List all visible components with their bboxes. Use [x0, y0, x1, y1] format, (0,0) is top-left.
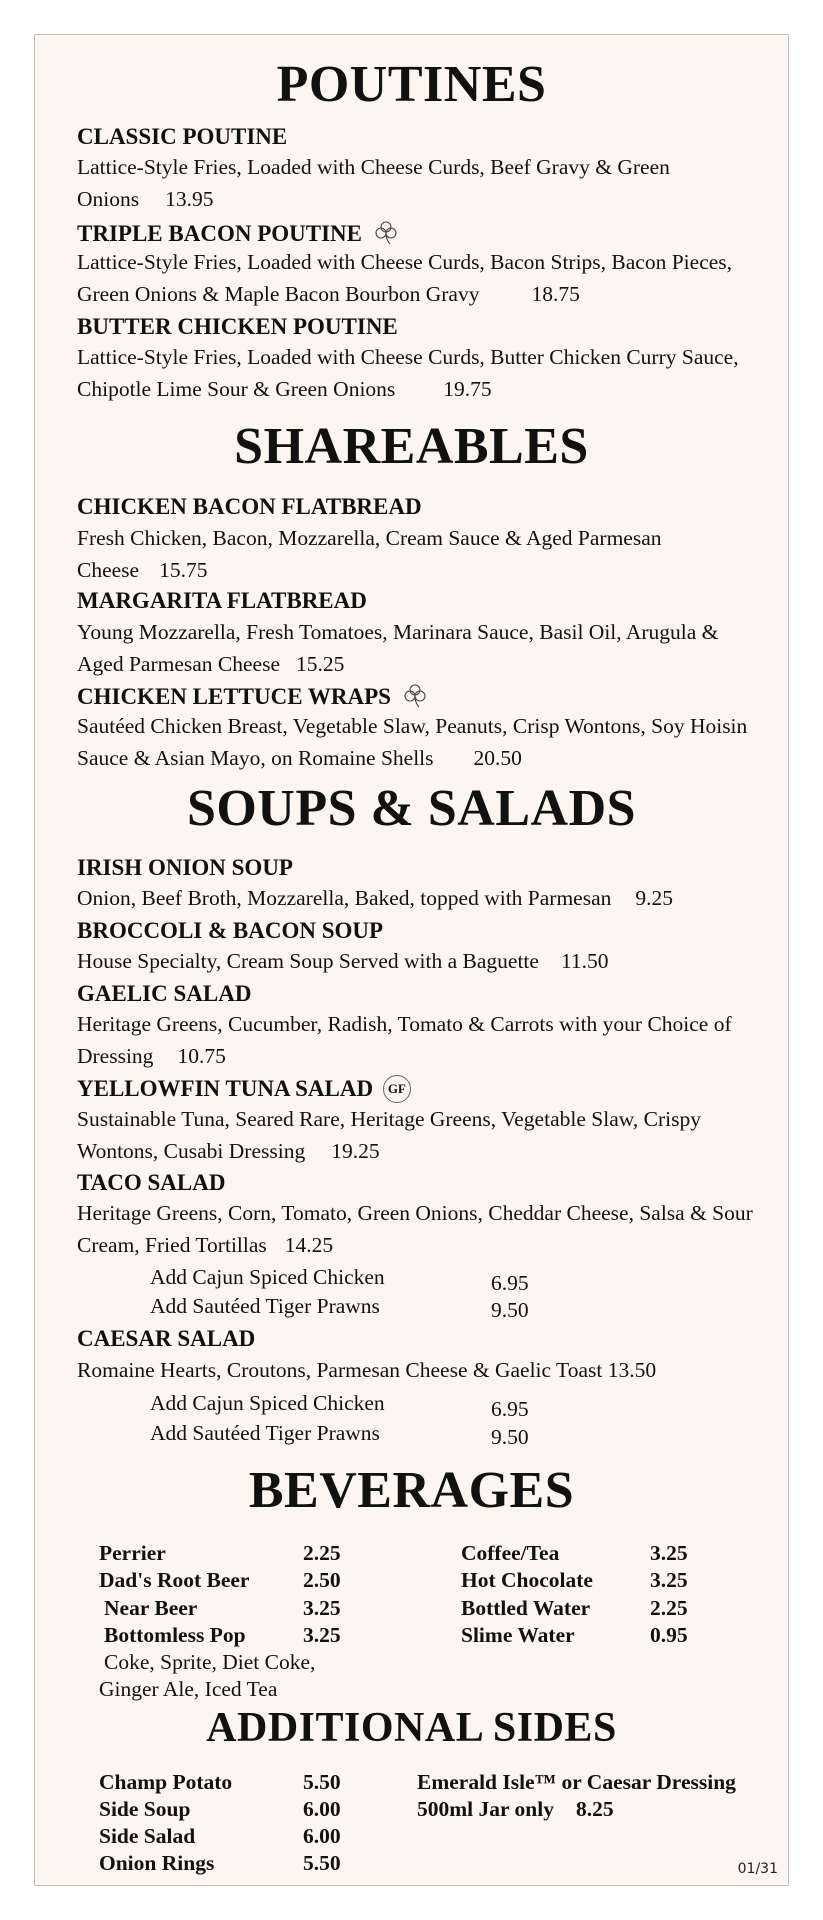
addon-price: 9.50	[491, 1425, 529, 1449]
section-title-soups-salads: SOUPS & SALADS	[186, 780, 637, 837]
item-price: 14.25	[284, 1232, 334, 1257]
item-price: 20.50	[473, 745, 522, 770]
side-name: Onion Rings	[99, 1851, 215, 1875]
beverage-price: 3.25	[303, 1596, 341, 1620]
item-price: 9.25	[635, 886, 673, 910]
item-name: CHICKEN LETTUCE WRAPS	[77, 681, 429, 716]
side-price: 6.00	[303, 1797, 341, 1821]
addon-price: 9.50	[491, 1298, 529, 1322]
beverage-name: Bottled Water	[461, 1596, 591, 1620]
beverage-name: Dad's Root Beer	[99, 1568, 250, 1592]
item-description: Sustainable Tuna, Seared Rare, Heritage Greens, Vegetable Slaw, Crispy Wontons, Cusabi Dressing 19.25	[77, 1107, 701, 1163]
item-description: Heritage Greens, Cucumber, Radish, Tomato & Carrots with your Choice of Dressing 10.75	[77, 1012, 732, 1068]
item-description: Fresh Chicken, Bacon, Mozzarella, Cream Sauce & Aged Parmesan Cheese 15.75	[77, 526, 662, 582]
item-description: Romaine Hearts, Croutons, Parmesan Cheese & Gaelic Toast 13.50	[77, 1358, 657, 1382]
side-price: 5.50	[303, 1851, 341, 1875]
beverage-name: Bottomless Pop	[104, 1623, 246, 1647]
item-price: 10.75	[177, 1043, 226, 1068]
item-description: House Specialty, Cream Soup Served with a Baguette 11.50	[77, 949, 609, 973]
dressing-name: Emerald Isle™ or Caesar Dressing	[417, 1770, 736, 1794]
bottomless-pop-note: Coke, Sprite, Diet Coke, Ginger Ale, Iced Tea	[99, 1650, 316, 1701]
page-number: 01/31	[737, 1861, 778, 1877]
item-name: GAELIC SALAD	[77, 981, 252, 1006]
item-name: BROCCOLI & BACON SOUP	[77, 918, 384, 943]
item-name: CLASSIC POUTINE	[77, 124, 288, 149]
dressing-size: 500ml Jar only 8.25	[417, 1797, 614, 1821]
item-price: 11.50	[560, 949, 609, 973]
item-description: Heritage Greens, Corn, Tomato, Green Onions, Cheddar Cheese, Salsa & Sour Cream, Fried Tortillas 14.25	[77, 1201, 753, 1257]
addon-price: 6.95	[491, 1271, 529, 1295]
side-name: Side Soup	[99, 1797, 191, 1821]
beverage-name: Coffee/Tea	[461, 1541, 560, 1565]
item-name: BUTTER CHICKEN POUTINE	[77, 314, 398, 339]
beverage-price: 2.50	[303, 1568, 341, 1592]
item-name: TRIPLE BACON POUTINE	[77, 218, 400, 253]
item-description: Lattice-Style Fries, Loaded with Cheese Curds, Beef Gravy & Green Onions 13.95	[77, 155, 670, 211]
item-name: CAESAR SALAD	[77, 1326, 256, 1351]
menu-page	[34, 34, 789, 1886]
beverage-name: Slime Water	[461, 1623, 575, 1647]
addon-label: Add Cajun Spiced Chicken	[150, 1265, 385, 1289]
item-name: TACO SALAD	[77, 1170, 226, 1195]
item-name: YELLOWFIN TUNA SALAD GF	[77, 1075, 411, 1103]
beverage-name: Near Beer	[104, 1596, 198, 1620]
side-price: 5.50	[303, 1770, 341, 1794]
beverage-price: 3.25	[650, 1568, 688, 1592]
section-title-beverages: BEVERAGES	[248, 1462, 575, 1519]
beverage-price: 2.25	[303, 1541, 341, 1565]
side-name: Side Salad	[99, 1824, 196, 1848]
item-name: IRISH ONION SOUP	[77, 855, 293, 880]
addon-label: Add Sautéed Tiger Prawns	[150, 1294, 380, 1318]
addon-price: 6.95	[491, 1397, 529, 1421]
beverage-name: Perrier	[99, 1541, 166, 1565]
item-price: 19.75	[443, 376, 492, 401]
dressing-price: 8.25	[575, 1797, 614, 1821]
item-price: 13.50	[607, 1358, 657, 1382]
addon-label: Add Sautéed Tiger Prawns	[150, 1421, 380, 1445]
beverage-price: 3.25	[303, 1623, 341, 1647]
item-description: Lattice-Style Fries, Loaded with Cheese Curds, Butter Chicken Curry Sauce, Chipotle Lime Sour & Green Onions 19.75	[77, 345, 739, 401]
section-title-additional-sides: ADDITIONAL SIDES	[206, 1705, 617, 1751]
side-name: Champ Potato	[99, 1770, 233, 1794]
gluten-free-badge: GF	[383, 1075, 411, 1103]
item-price: 13.95	[165, 186, 214, 211]
item-description: Sautéed Chicken Breast, Vegetable Slaw, Peanuts, Crisp Wontons, Soy Hoisin Sauce & Asian Mayo, on Romaine Shells 20.50	[77, 714, 748, 770]
addon-label: Add Cajun Spiced Chicken	[150, 1391, 385, 1415]
item-price: 18.75	[531, 281, 580, 306]
section-title-shareables: SHAREABLES	[234, 418, 589, 475]
item-price: 15.75	[159, 557, 208, 582]
beverage-price: 2.25	[650, 1596, 688, 1620]
item-description: Onion, Beef Broth, Mozzarella, Baked, topped with Parmesan 9.25	[77, 886, 673, 910]
item-price: 19.25	[331, 1138, 380, 1163]
beverage-name: Hot Chocolate	[461, 1568, 593, 1592]
item-name: CHICKEN BACON FLATBREAD	[77, 494, 422, 519]
beverage-price: 3.25	[650, 1541, 688, 1565]
beverage-price: 0.95	[650, 1623, 688, 1647]
side-price: 6.00	[303, 1824, 341, 1848]
item-name: MARGARITA FLATBREAD	[77, 588, 367, 613]
item-price: 15.25	[296, 651, 345, 676]
section-title-poutines: POUTINES	[276, 56, 547, 113]
item-description: Young Mozzarella, Fresh Tomatoes, Marinara Sauce, Basil Oil, Arugula & Aged Parmesan Cheese 15.25	[77, 620, 719, 676]
item-description: Lattice-Style Fries, Loaded with Cheese Curds, Bacon Strips, Bacon Pieces, Green Onions & Maple Bacon Bourbon Gravy 18.75	[77, 250, 733, 306]
